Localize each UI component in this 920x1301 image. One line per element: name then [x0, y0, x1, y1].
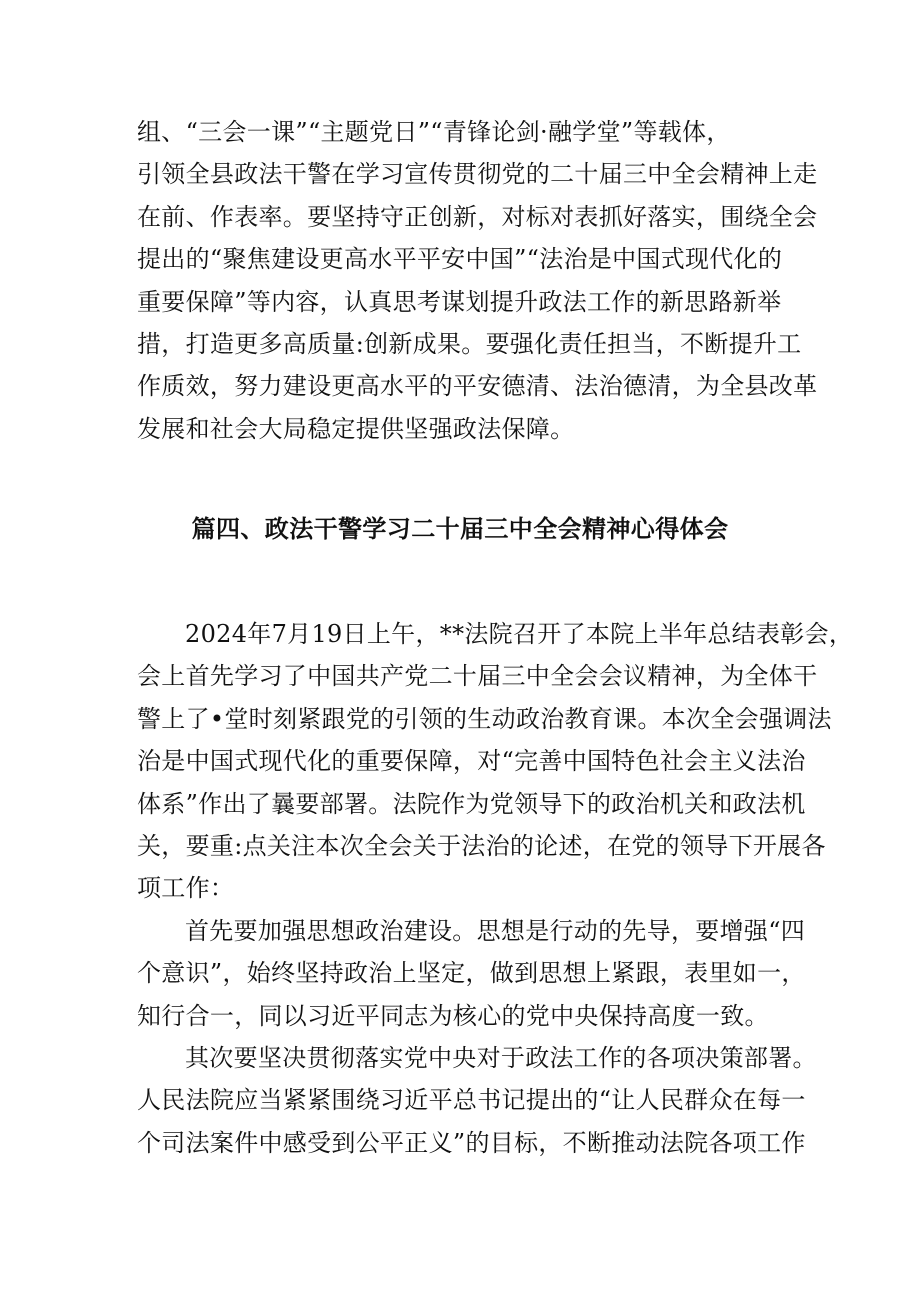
text-line: 重要保障”等内容，认真思考谋划提升政法工作的新思路新举 — [137, 287, 782, 316]
paragraph-continuation — [137, 111, 818, 450]
text-line: 知行合一，同以习近平同志为核心的党中央保持高度一致。 — [137, 1001, 769, 1030]
text-line: 会上首先学习了中国共产党二十届三中全会会议精神，为全体干 — [137, 662, 818, 691]
text-line: 2024年7月19日上午，**法院召开了本院上半年总结表彰会， — [185, 620, 854, 648]
text-line: 个意识”，始终坚持政治上坚定，做到思想上紧跟，表里如一， — [137, 959, 806, 988]
text-line: 其次要坚决贯彻落实党中央对于政法工作的各项决策部署。 — [185, 1044, 817, 1072]
text-line: 引领全县政法干警在学习宣传贯彻党的二十届三中全会精神上走 — [137, 160, 818, 189]
text-line: 人民法院应当紧紧围绕习近平总书记提出的“让人民群众在每一 — [137, 1086, 806, 1115]
text-line: 项工作： — [137, 874, 235, 903]
text-line: 治是中国式现代化的重要保障，对“完善中国特色社会主义法治 — [137, 747, 806, 776]
text-line: 关，要重:点关注本次全会关于法治的论述，在党的领导下开展各 — [137, 832, 826, 861]
paragraph-second-point — [137, 1037, 817, 1164]
paragraph-intro — [137, 613, 854, 910]
paragraph-first-point — [137, 910, 806, 1037]
text-line: 首先要加强思想政治建设。思想是行动的先导，要增强“四 — [185, 917, 806, 945]
text-line: 作质效，努力建设更高水平的平安德清、法治德清，为全县改革 — [137, 372, 818, 401]
text-line: 体系”作出了曩要部署。法院作为党领导下的政治机关和政法机 — [137, 789, 806, 818]
text-line: 组、“三会一课”“主题党日”“青锋论剑·融学堂”等载体， — [137, 118, 731, 146]
section-title: 篇四、政法干警学习二十届三中全会精神心得体会 — [191, 515, 729, 543]
text-line: 在前、作表率。要坚持守正创新，对标对表抓好落实，围绕全会 — [137, 202, 818, 231]
text-line: 个司法案件中感受到公平正义”的目标，不断推动法院各项工作 — [137, 1128, 806, 1157]
text-line: 措，打造更多高质量:创新成果。要强化责任担当，不断提升工 — [137, 330, 802, 359]
text-line: 提出的“聚焦建设更高水平平安中国”“法治是中国式现代化的 — [137, 245, 783, 274]
text-line: 发展和社会大局稳定提供坚强政法保障。 — [137, 414, 575, 443]
text-line: 警上了•堂时刻紧跟党的引领的生动政治教育课。本次全会强调法 — [137, 704, 832, 733]
